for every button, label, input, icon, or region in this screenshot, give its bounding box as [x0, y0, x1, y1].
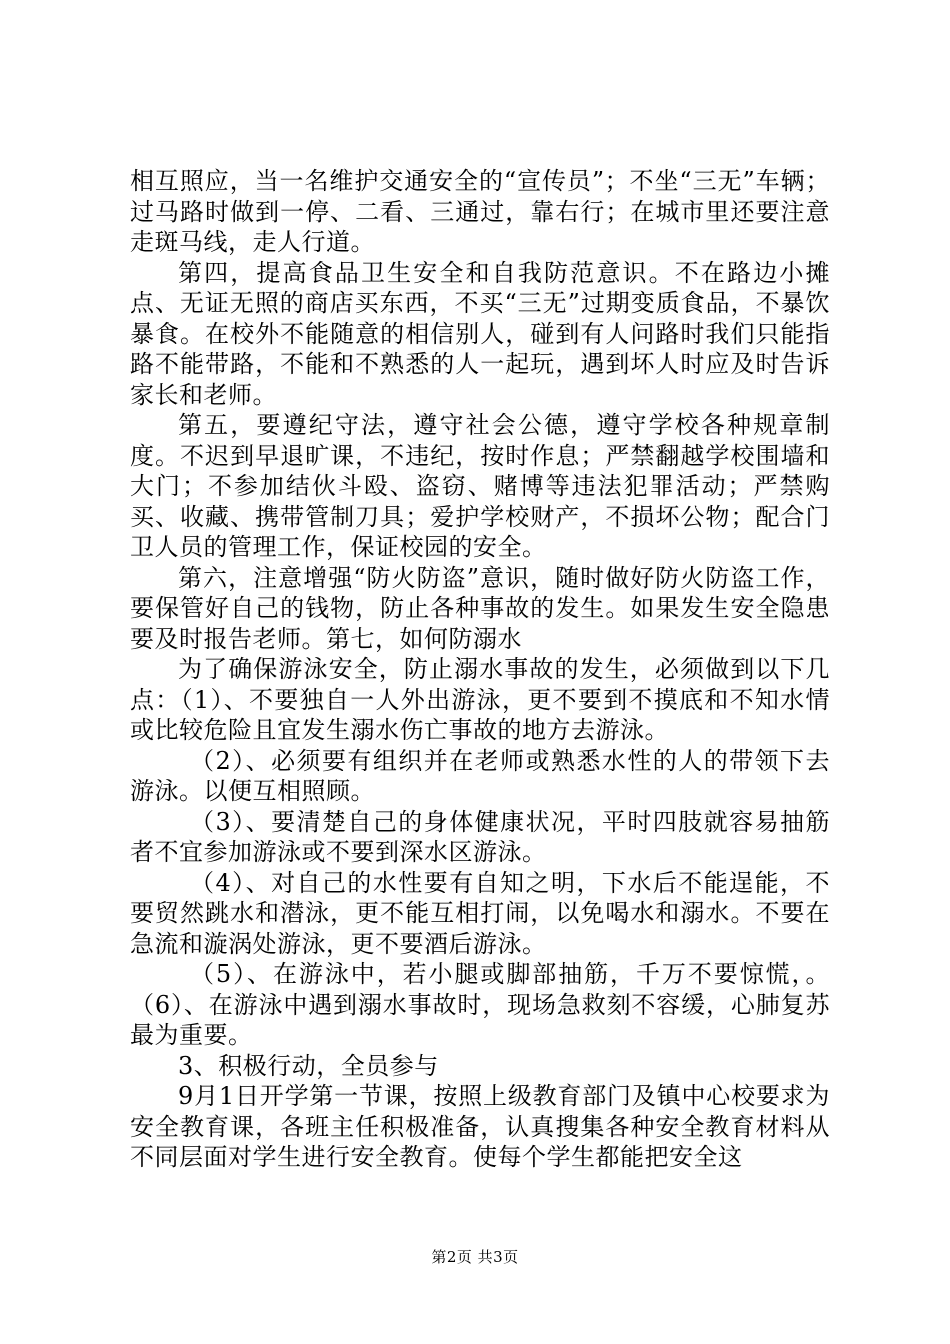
paragraph-swimming-item-5-6: （5）、在游泳中，若小腿或脚部抽筋，千万不要惊慌，。（6）、在游泳中遇到溺水事故时，现场急救刻不容缓，心肺复苏最为重要。: [130, 960, 830, 1049]
paragraph-point-five: 第五，要遵纪守法，遵守社会公德，遵守学校各种规章制度。不迟到早退旷课，不违纪，按时作息；严禁翻越学校围墙和大门；不参加结伙斗殴、盗窃、赌博等违法犯罪活动；严禁购买、收藏、携带管制刀具；爱护学校财产，不损坏公物；配合门卫人员的管理工作，保证校园的安全。: [130, 411, 830, 561]
paragraph-swimming-item-3: （3）、要清楚自己的身体健康状况，平时四肢就容易抽筋者不宜参加游泳或不要到深水区游泳。: [130, 807, 830, 866]
paragraph-point-four: 第四，提高食品卫生安全和自我防范意识。不在路边小摊点、无证无照的商店买东西，不买“三无”过期变质食品，不暴饮暴食。在校外不能随意的相信别人，碰到有人问路时我们只能指路不能带路，不能和不熟悉的人一起玩，遇到坏人时应及时告诉家长和老师。: [130, 258, 830, 409]
section-heading-action: 3、积极行动，全员参与: [178, 1051, 439, 1080]
paragraph-swimming-item-2: （2）、必须要有组织并在老师或熟悉水性的人的带领下去游泳。以便互相照顾。: [130, 746, 830, 805]
paragraph-first-lesson: 9月1日开学第一节课，按照上级教育部门及镇中心校要求为安全教育课，各班主任积极准备，认真搜集各种安全教育材料从不同层面对学生进行安全教育。使每个学生都能把安全这: [130, 1082, 830, 1171]
document-body: [130, 166, 830, 1173]
paragraph-swimming-intro: 为了确保游泳安全，防止溺水事故的发生，必须做到以下几点：（1）、不要独自一人外出游泳，更不要到不摸底和不知水情或比较危险且宜发生溺水伤亡事故的地方去游泳。: [130, 655, 830, 744]
paragraph-traffic-safety: 相互照应，当一名维护交通安全的“宣传员”；不坐“三无”车辆；过马路时做到一停、二看、三通过，靠右行；在城市里还要注意走斑马线，走人行道。: [130, 167, 830, 256]
paragraph-point-six: 第六，注意增强“防火防盗”意识，随时做好防火防盗工作，要保管好自己的钱物，防止各种事故的发生。如果发生安全隐患要及时报告老师。第七，如何防溺水: [130, 563, 830, 653]
paragraph-swimming-item-4: （4）、对自己的水性要有自知之明，下水后不能逞能，不要贸然跳水和潜泳，更不能互相打闹，以免喝水和溺水。不要在急流和漩涡处游泳，更不要酒后游泳。: [130, 868, 830, 958]
page-number-footer: 第2页 共3页: [431, 1248, 519, 1266]
